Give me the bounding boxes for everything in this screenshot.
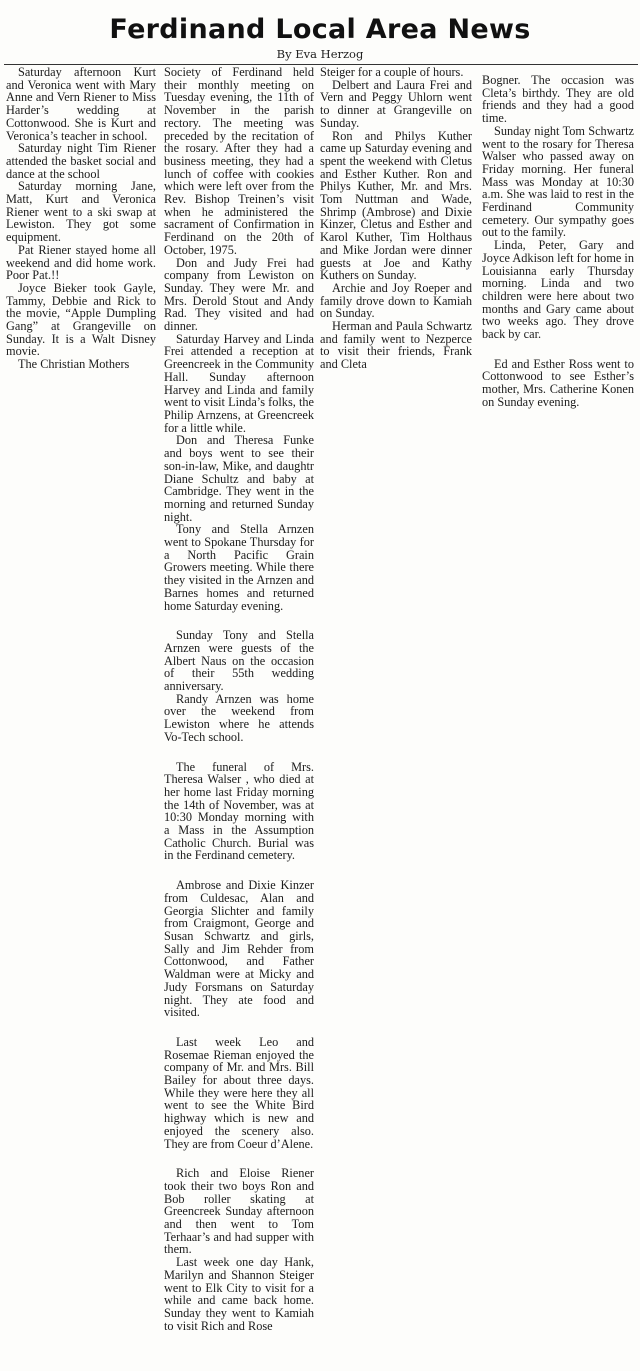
- paragraph: Delbert and Laura Frei and Vern and Peggy Uhlorn went to dinner at Grangeville on Sunday.: [320, 77, 472, 130]
- paragraph: Don and Theresa Funke and boys went to see their son-in-law, Mike, and daughtr Diane Schultz and baby at Cambridge. They went in the morning and returned Sunday night.: [164, 433, 314, 524]
- byline: By Eva Herzog: [276, 47, 364, 61]
- paragraph: Ambrose and Dixie Kinzer from Culdesac, Alan and Georgia Slichter and family from Craigmont, George and Susan Schwartz and girls, Sally and Jim Rehder from Cottonwood, and Father Waldman were at Micky and Judy Forsmans on Saturday night. They ate food and visited.: [164, 878, 314, 1020]
- paragraph: Don and Judy Frei had company from Lewiston on Sunday. They were Mr. and Mrs. Derold Stout and Andy Rad. They visited and had dinner.: [164, 255, 314, 334]
- column-1: [6, 66, 156, 371]
- paragraph: Society of Ferdinand held their monthly meeting on Tuesday evening, the 11th of November in the parish rectory. The meeting was preceded by the recitation of the rosary. After they had a business meeting, they had a lunch of coffee with cookies which were left over from the Rev. Bishop Treinen’s visit when he administered the sacrament of Confirmation in Ferdinand on the 20th of October, 1975.: [164, 65, 314, 257]
- paragraph: Linda, Peter, Gary and Joyce Adkison left for home in Louisianna early Thursday morning. Linda and two children were here about two months and Gary came about two weeks ago. They drove back by car.: [482, 238, 634, 342]
- paragraph: Joyce Bieker took Gayle, Tammy, Debbie and Rick to the movie, “Apple Dumpling Gang” at Grangeville on Sunday. It is a Walt Disney movie.: [6, 280, 156, 359]
- paragraph: Pat Riener stayed home all weekend and did home work. Poor Pat.!!: [6, 242, 156, 283]
- paragraph: Saturday Harvey and Linda Frei attended a reception at Greencreek in the Community Hall. Sunday afternoon Harvey and Linda and family went to visit Linda’s folks, the Philip Arnzens, at Greencreek for a little while.: [164, 331, 314, 435]
- paragraph: The funeral of Mrs. Theresa Walser , who died at her home last Friday morning the 14th of November, was at 10:30 Monday morning with a Mass in the Assumption Catholic Church. Burial was in the Ferdinand cemetery.: [164, 759, 314, 863]
- paragraph: Randy Arnzen was home over the weekend from Lewiston where he attends Vo-Tech school.: [164, 691, 314, 744]
- paragraph: Rich and Eloise Riener took their two boys Ron and Bob roller skating at Greencreek Sunday afternoon and then went to Tom Terhaar’s and had supper with them.: [164, 1166, 314, 1257]
- paragraph: Ron and Philys Kuther came up Saturday evening and spent the weekend with Cletus and Esther Kuther. Ron and Philys Kuther, Mr. and Mrs. Tom Nuttman and Wade, Shrimp (Ambrose) and Dixie Kinzer, Cletus and Esther and Karol Kuther, Tim Holthaus and Mike Jordan were dinner guests at Joe and Kathy Kuthers on Sunday.: [320, 128, 472, 283]
- paragraph: The Christian Mothers: [18, 357, 130, 372]
- column-2: [164, 66, 314, 1332]
- paragraph: Saturday night Tim Riener attended the basket social and dance at the school: [6, 141, 156, 181]
- paragraph: Ed and Esther Ross went to Cottonwood to see Esther’s mother, Mrs. Catherine Konen on Sunday evening.: [482, 356, 634, 409]
- paragraph: Last week one day Hank, Marilyn and Shannon Steiger went to Elk City to visit for a while and came back home. Sunday they went to Kamiah to visit Rich and Rose: [164, 1255, 314, 1333]
- paragraph: Bogner. The occasion was Cleta’s birthdy. They are old friends and they had a good time.: [482, 73, 634, 126]
- paragraph: Last week Leo and Rosemae Rieman enjoyed the company of Mr. and Mrs. Bill Bailey for about three days. While they were here they all went to see the White Bird highway which is new and enjoyed the scenery also. They are from Coeur d’Alene.: [164, 1034, 314, 1151]
- paragraph: Tony and Stella Arnzen went to Spokane Thursday for a North Pacific Grain Growers meeting. While there they visited in the Arnzen and Barnes homes and returned home Saturday evening.: [164, 522, 314, 613]
- paragraph: Herman and Paula Schwartz and family went to Nezperce to visit their friends, Frank and Cleta: [320, 319, 472, 372]
- headline: Ferdinand Local Area News: [109, 14, 531, 45]
- paragraph: Steiger for a couple of hours.: [320, 65, 464, 79]
- paragraph: Sunday night Tom Schwartz went to the rosary for Theresa Walser who passed away on Friday morning. Her funeral Mass was Monday at 10:30 a.m. She was laid to rest in the Ferdinand Community cemetery. Our sympathy goes out to the family.: [482, 123, 634, 240]
- paragraph: Sunday Tony and Stella Arnzen were guests of the Albert Naus on the occasion of their 55th wedding anniversary.: [164, 628, 314, 694]
- paragraph: Archie and Joy Roeper and family drove down to Kamiah on Sunday.: [320, 280, 472, 321]
- column-3: [320, 66, 472, 371]
- paragraph: Saturday morning Jane, Matt, Kurt and Veronica Riener went to a ski swap at Lewiston. They got some equipment.: [6, 179, 156, 245]
- column-4: [482, 74, 634, 409]
- paragraph: Saturday afternoon Kurt and Veronica went with Mary Anne and Vern Riener to Miss Harder’s wedding at Cottonwood. She is Kurt and Veronica’s teacher in school.: [6, 65, 156, 143]
